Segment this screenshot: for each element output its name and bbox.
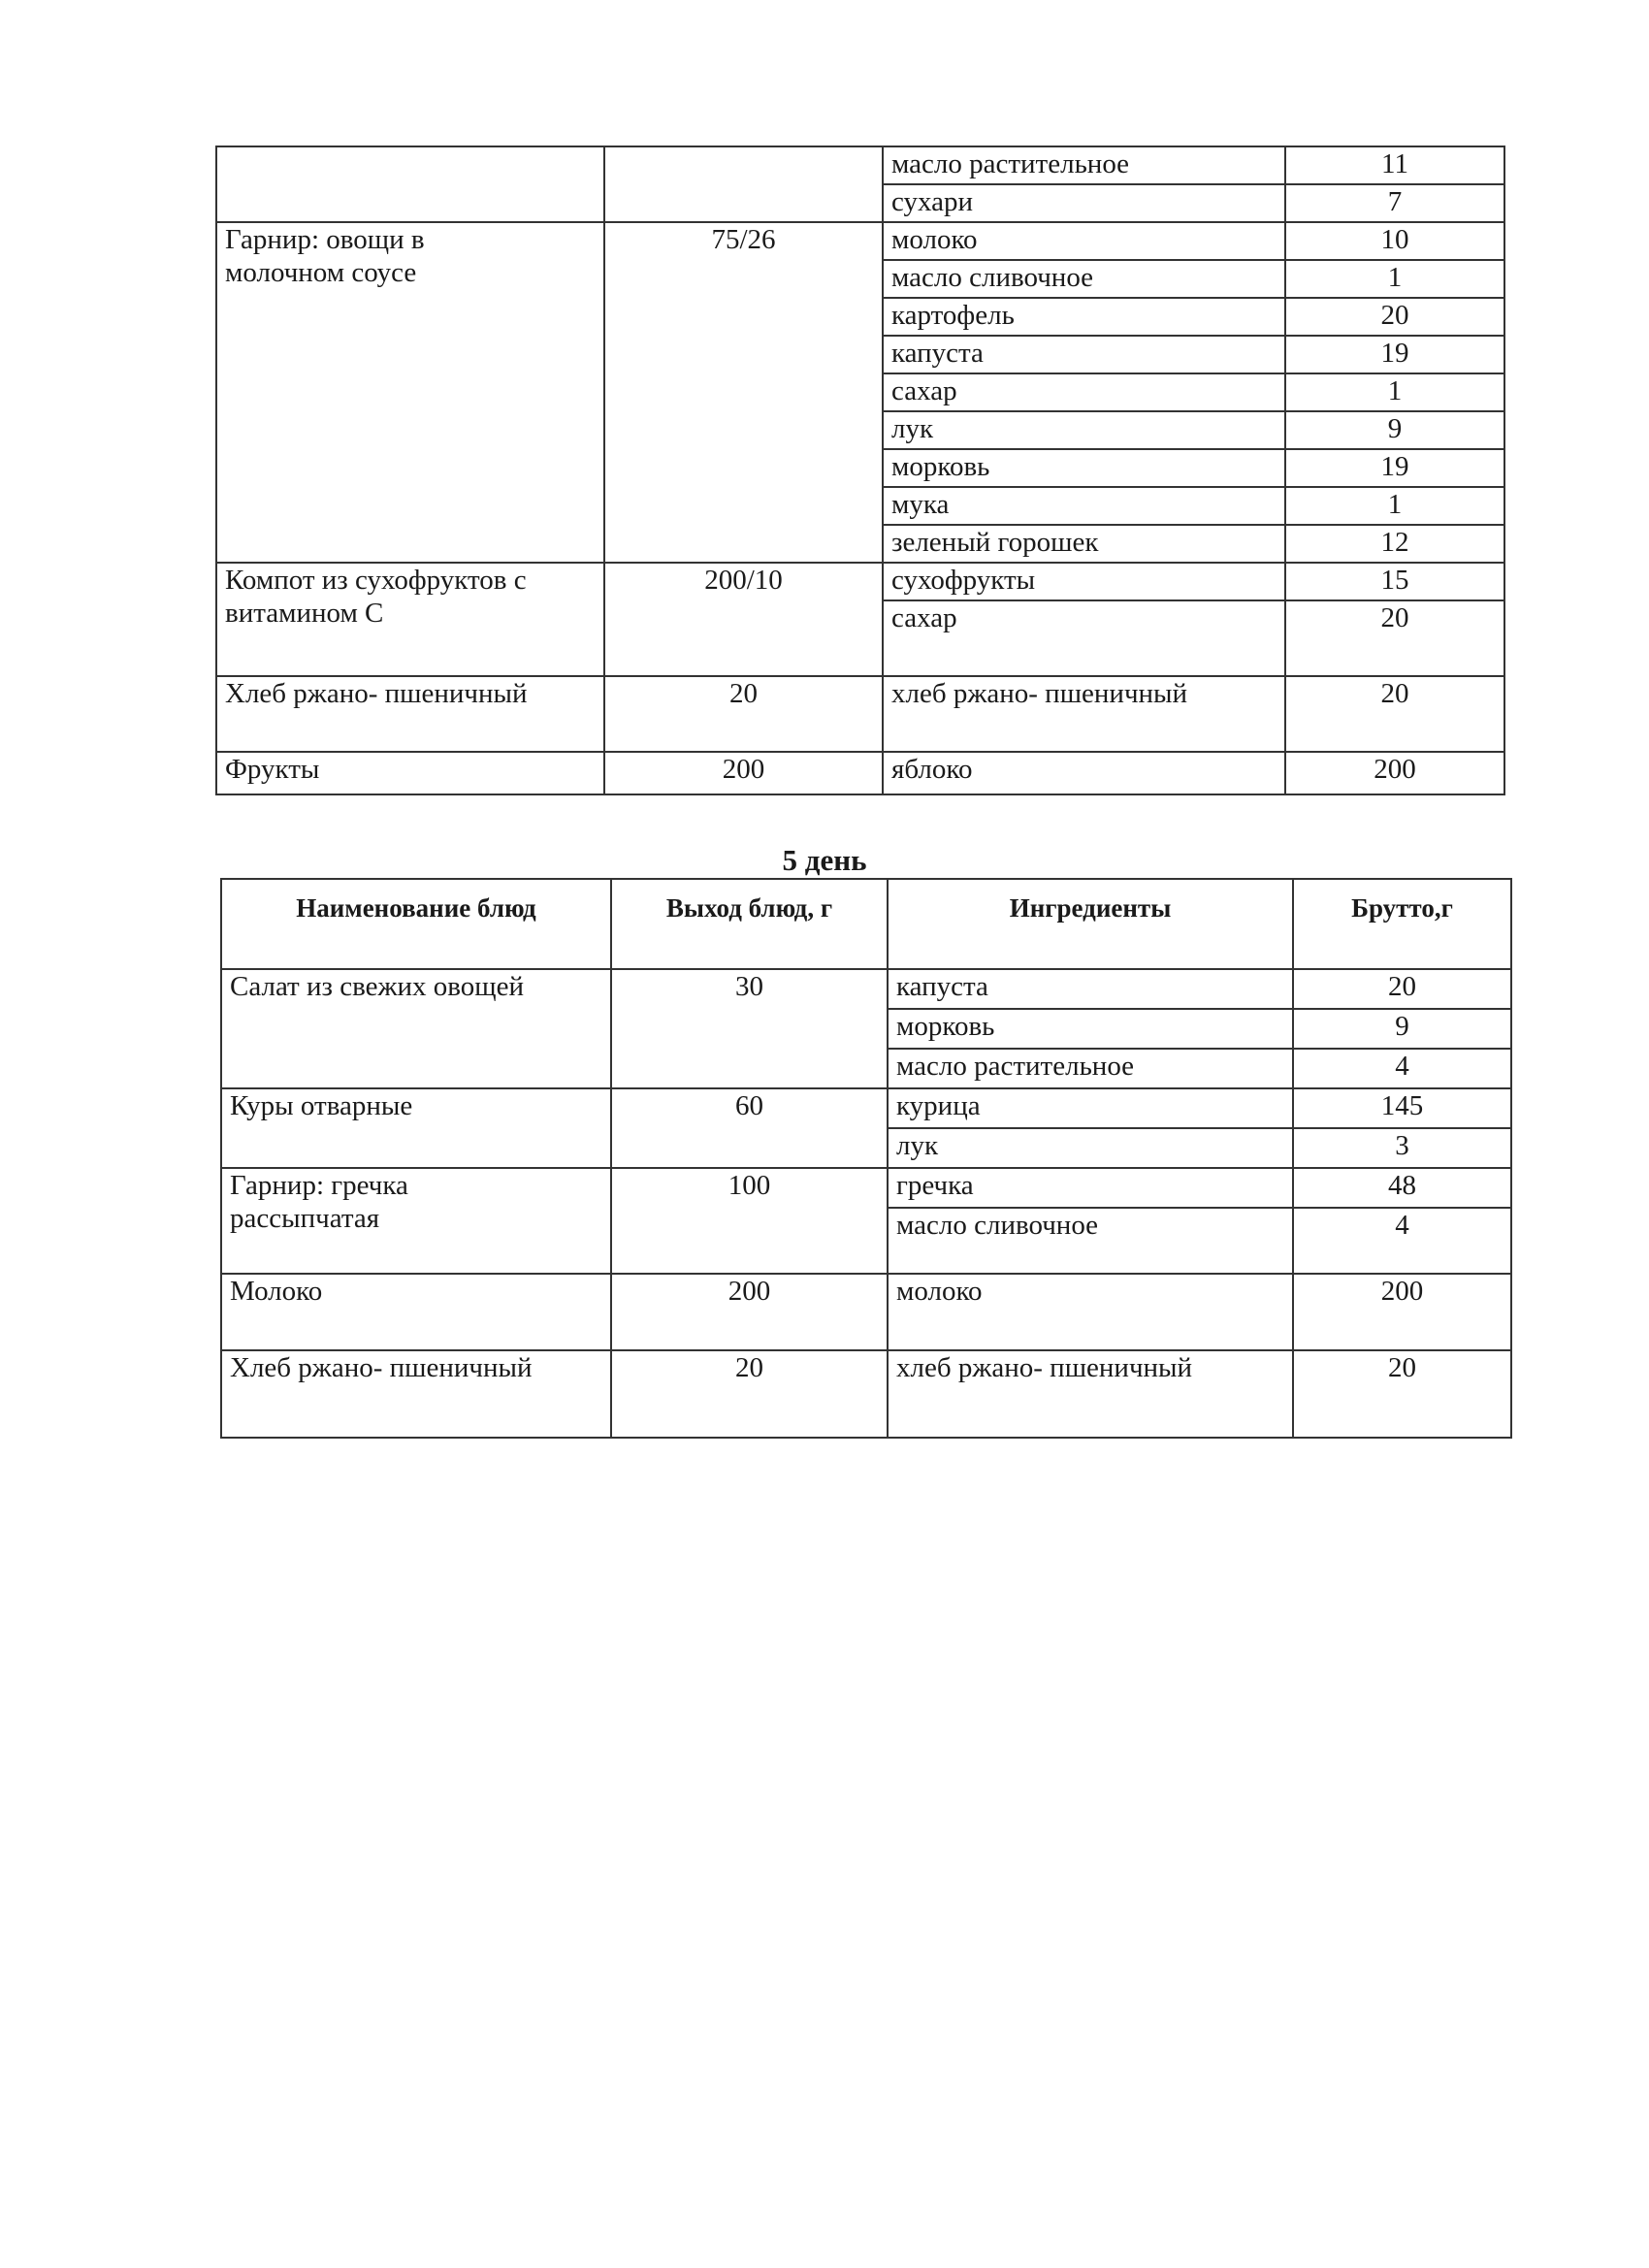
dish-yield-cell: 20	[604, 676, 883, 752]
dish-yield-cell: 30	[611, 969, 888, 1088]
ingredient-brutto-cell: 12	[1285, 525, 1504, 563]
dish-name-cell: Хлеб ржано- пшеничный	[216, 676, 604, 752]
ingredient-name-cell: лук	[883, 411, 1285, 449]
ingredient-name-cell: хлеб ржано- пшеничный	[883, 676, 1285, 752]
table-row	[221, 1350, 1511, 1438]
dish-name-cell: Салат из свежих овощей	[221, 969, 611, 1088]
dish-yield-cell: 60	[611, 1088, 888, 1168]
ingredient-name-cell: молоко	[883, 222, 1285, 260]
ingredient-brutto-cell: 20	[1285, 676, 1504, 752]
menu-table-continued	[215, 146, 1505, 795]
ingredient-name-cell: сухари	[883, 184, 1285, 222]
column-header-ingredients: Ингредиенты	[888, 879, 1293, 969]
dish-name-cell: Гарнир: гречка рассыпчатая	[221, 1168, 611, 1274]
ingredient-name-cell: морковь	[883, 449, 1285, 487]
table-row	[216, 222, 1504, 260]
table-row	[216, 146, 1504, 184]
dish-name-cell: Молоко	[221, 1274, 611, 1350]
ingredient-name-cell: сухофрукты	[883, 563, 1285, 600]
day-title: 5 день	[782, 843, 867, 877]
table-row	[216, 752, 1504, 794]
table-row	[221, 969, 1511, 1009]
ingredient-name-cell: масло растительное	[888, 1049, 1293, 1088]
ingredient-brutto-cell: 48	[1293, 1168, 1511, 1208]
column-header-yield: Выход блюд, г	[611, 879, 888, 969]
ingredient-brutto-cell: 200	[1293, 1274, 1511, 1350]
table-row	[216, 676, 1504, 752]
ingredient-name-cell: сахар	[883, 600, 1285, 676]
ingredient-brutto-cell: 200	[1285, 752, 1504, 794]
ingredient-name-cell: зеленый горошек	[883, 525, 1285, 563]
dish-yield-cell: 75/26	[604, 222, 883, 563]
ingredient-brutto-cell: 1	[1285, 260, 1504, 298]
ingredient-name-cell: сахар	[883, 373, 1285, 411]
ingredient-brutto-cell: 20	[1285, 600, 1504, 676]
table-row	[221, 1088, 1511, 1128]
ingredient-name-cell: морковь	[888, 1009, 1293, 1049]
ingredient-name-cell: масло растительное	[883, 146, 1285, 184]
dish-yield-cell: 200/10	[604, 563, 883, 676]
column-header-brutto: Брутто,г	[1293, 879, 1511, 969]
ingredient-brutto-cell: 4	[1293, 1049, 1511, 1088]
dish-name-cell	[216, 146, 604, 222]
ingredient-name-cell: хлеб ржано- пшеничный	[888, 1350, 1293, 1438]
ingredient-brutto-cell: 11	[1285, 146, 1504, 184]
ingredient-brutto-cell: 9	[1285, 411, 1504, 449]
ingredient-brutto-cell: 15	[1285, 563, 1504, 600]
dish-name-cell: Компот из сухофруктов с витамином С	[216, 563, 604, 676]
dish-yield-cell: 100	[611, 1168, 888, 1274]
ingredient-name-cell: картофель	[883, 298, 1285, 336]
ingredient-brutto-cell: 1	[1285, 373, 1504, 411]
ingredient-brutto-cell: 7	[1285, 184, 1504, 222]
ingredient-name-cell: яблоко	[883, 752, 1285, 794]
dish-yield-cell: 200	[611, 1274, 888, 1350]
menu-table-day5	[220, 878, 1512, 1439]
ingredient-name-cell: мука	[883, 487, 1285, 525]
ingredient-name-cell: капуста	[888, 969, 1293, 1009]
table-row	[221, 1274, 1511, 1350]
ingredient-brutto-cell: 9	[1293, 1009, 1511, 1049]
ingredient-name-cell: масло сливочное	[883, 260, 1285, 298]
ingredient-brutto-cell: 20	[1293, 1350, 1511, 1438]
dish-yield-cell: 20	[611, 1350, 888, 1438]
ingredient-name-cell: курица	[888, 1088, 1293, 1128]
dish-name-cell: Фрукты	[216, 752, 604, 794]
column-header-dish: Наименование блюд	[221, 879, 611, 969]
ingredient-brutto-cell: 20	[1285, 298, 1504, 336]
table-row	[216, 563, 1504, 600]
ingredient-name-cell: масло сливочное	[888, 1208, 1293, 1274]
table-header-row	[221, 879, 1511, 969]
ingredient-brutto-cell: 4	[1293, 1208, 1511, 1274]
ingredient-name-cell: капуста	[883, 336, 1285, 373]
ingredient-brutto-cell: 20	[1293, 969, 1511, 1009]
ingredient-brutto-cell: 10	[1285, 222, 1504, 260]
dish-yield-cell	[604, 146, 883, 222]
ingredient-brutto-cell: 19	[1285, 336, 1504, 373]
dish-name-cell: Гарнир: овощи в молочном соусе	[216, 222, 604, 563]
dish-name-cell: Хлеб ржано- пшеничный	[221, 1350, 611, 1438]
dish-name-cell: Куры отварные	[221, 1088, 611, 1168]
ingredient-name-cell: гречка	[888, 1168, 1293, 1208]
ingredient-brutto-cell: 145	[1293, 1088, 1511, 1128]
ingredient-name-cell: молоко	[888, 1274, 1293, 1350]
table-row	[221, 1168, 1511, 1208]
dish-yield-cell: 200	[604, 752, 883, 794]
ingredient-brutto-cell: 19	[1285, 449, 1504, 487]
ingredient-brutto-cell: 1	[1285, 487, 1504, 525]
ingredient-name-cell: лук	[888, 1128, 1293, 1168]
ingredient-brutto-cell: 3	[1293, 1128, 1511, 1168]
